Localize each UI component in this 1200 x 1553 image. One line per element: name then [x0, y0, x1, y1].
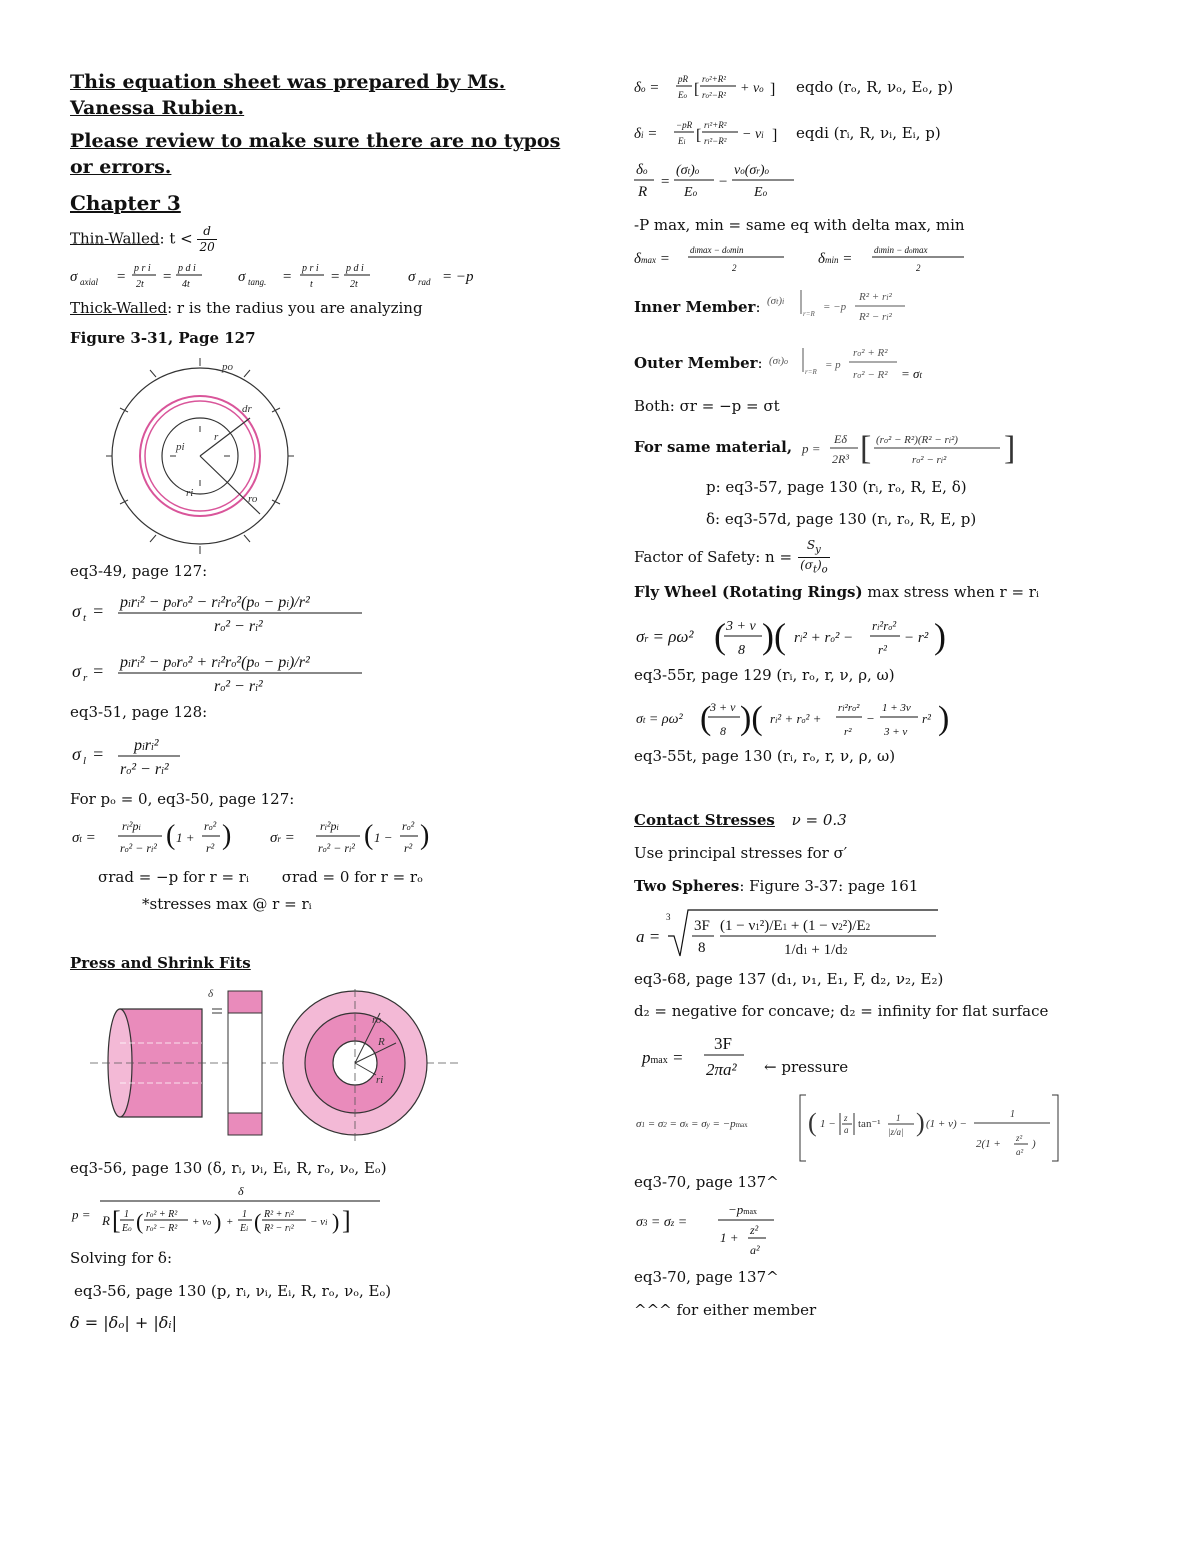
fit-label-ri: ri	[376, 1073, 384, 1086]
flywheel-title: Fly Wheel (Rotating Rings)	[634, 583, 863, 601]
right-column	[634, 70, 1134, 1319]
svg-text:=: =	[116, 268, 127, 285]
svg-text:− νi: − νi	[310, 1216, 328, 1229]
chapter-title: Chapter 3	[70, 190, 181, 215]
svg-text:= −p: = −p	[442, 268, 474, 285]
svg-text:σ: σ	[70, 268, 78, 285]
svg-text:ri² + ro² −: ri² + ro² −	[794, 629, 854, 646]
fig-label-pi: pi	[176, 441, 185, 454]
svg-text:1 +: 1 +	[720, 1229, 739, 1245]
svg-text:tan⁻¹: tan⁻¹	[858, 1118, 881, 1130]
svg-text:2πa²: 2πa²	[706, 1060, 737, 1079]
svg-text:): )	[916, 1108, 925, 1137]
inner-member-label: Inner Member	[634, 298, 756, 317]
intro-review: Please review to make sure there are no typos or errors.	[70, 130, 561, 178]
svg-text:=: =	[282, 268, 293, 285]
svg-text:ro² − R²: ro² − R²	[852, 368, 888, 381]
inner-member-line: Inner Member : (σt)i r=R = −p R² + ri² R² − ri²	[634, 283, 1134, 333]
fig-label-dr: dr	[242, 403, 252, 416]
svg-text:axial: axial	[80, 276, 98, 287]
svg-text:2: 2	[732, 262, 737, 273]
svg-text:pmax =: pmax =	[642, 1048, 684, 1067]
svg-text:)(: )(	[740, 699, 763, 737]
svg-text:ro² − ri²: ro² − ri²	[120, 841, 157, 856]
svg-text:3 + ν: 3 + ν	[726, 618, 756, 634]
svg-text:t: t	[83, 611, 87, 624]
fig-label-ro: ro	[248, 493, 258, 506]
fos-fraction: $\frac{S_y}{(\sigma_t)_o}$	[800, 537, 828, 575]
svg-text:8: 8	[738, 642, 745, 658]
svg-text:+ νo: + νo	[740, 81, 764, 96]
thin-walled-fraction	[197, 224, 216, 255]
svg-text:p =: p =	[72, 1207, 91, 1223]
svg-text:[: [	[112, 1206, 121, 1236]
svg-text:R: R	[102, 1213, 110, 1229]
eq3-70-ref-a: eq3-70, page 137^	[634, 1173, 779, 1191]
inner-member-equation	[765, 286, 935, 330]
svg-text:p r i: p r i	[302, 262, 319, 274]
svg-text:δo: δo	[636, 162, 648, 178]
svg-text:(σt)o: (σt)o	[676, 163, 700, 178]
srad-max: σrad = −p for r = rᵢ	[98, 868, 249, 887]
eq3-49-ref: eq3-49, page 127:	[70, 562, 208, 581]
svg-text:σ: σ	[72, 660, 81, 681]
pmax-line	[634, 1029, 1134, 1085]
svg-text:p d i: p d i	[346, 262, 364, 274]
svg-text:− r²: − r²	[904, 629, 929, 646]
svg-text:1 + 3ν: 1 + 3ν	[882, 701, 911, 714]
svg-text:(: (	[364, 820, 374, 852]
svg-text:σ: σ	[72, 600, 81, 621]
svg-text:t: t	[310, 278, 313, 290]
outer-member-label: Outer Member	[634, 354, 758, 373]
svg-text:a =: a =	[636, 926, 661, 946]
left-column	[70, 70, 570, 1333]
svg-text:R² + ri²: R² + ri²	[858, 290, 892, 303]
svg-text:r²: r²	[878, 641, 887, 657]
contact-stresses-title: Contact Stresses	[634, 811, 775, 830]
svg-text:pR: pR	[678, 74, 688, 84]
same-material-label: For same material,	[634, 438, 793, 457]
factor-of-safety-line	[634, 539, 1134, 575]
fig-label-r: r	[214, 431, 219, 444]
delta-o-line	[634, 70, 1134, 104]
svg-text:2t: 2t	[350, 278, 358, 290]
svg-text:p d i: p d i	[178, 262, 196, 274]
svg-text:(1 + ν) −: (1 + ν) −	[926, 1118, 967, 1130]
svg-text:1: 1	[124, 1209, 129, 1221]
svg-text:Ei: Ei	[678, 136, 686, 146]
svg-text:a: a	[844, 1125, 849, 1135]
svg-text:): )	[214, 1209, 222, 1235]
intro-author: This equation sheet was prepared by Ms. Vanessa Rubien.	[70, 71, 506, 119]
delta-i-line	[634, 116, 1134, 150]
svg-text:ri²ro²: ri²ro²	[838, 701, 860, 714]
svg-text:R² − ri²: R² − ri²	[264, 1223, 294, 1235]
svg-text:ro² − ri²: ro² − ri²	[120, 760, 169, 778]
svg-text:1/d1 + 1/d2: 1/d1 + 1/d2	[784, 941, 848, 958]
svg-text:ro² − ri²: ro² − ri²	[214, 617, 263, 635]
svg-text:+ νo: + νo	[192, 1216, 212, 1229]
thin-frac-num: d	[197, 224, 216, 240]
svg-text:σ: σ	[238, 268, 246, 285]
svg-text:[: [	[696, 127, 702, 144]
svg-text:= p: = p	[824, 358, 841, 371]
fit-label-R: R	[378, 1035, 385, 1048]
svg-text:ro²: ro²	[402, 819, 415, 834]
svg-text:(: (	[808, 1108, 817, 1137]
srad-line	[98, 868, 570, 887]
thick-walled-label: Thick-Walled	[70, 298, 168, 317]
thin-walled-line	[70, 224, 570, 255]
svg-text:Eo: Eo	[678, 90, 687, 100]
svg-text:r²: r²	[206, 841, 215, 856]
svg-text:(: (	[254, 1209, 262, 1235]
thin-walled-label: Thin-Walled	[70, 229, 160, 248]
svg-text:1: 1	[242, 1209, 247, 1221]
svg-text:δi =: δi =	[634, 126, 658, 142]
thick-walled-line	[70, 299, 570, 318]
svg-text:[: [	[860, 429, 872, 467]
longitudinal-stress-equation	[70, 726, 230, 786]
fit-label-delta: δ	[208, 987, 214, 1000]
svg-text:]: ]	[342, 1206, 351, 1236]
svg-text:−: −	[866, 710, 875, 726]
two-spheres-line	[634, 877, 1134, 896]
svg-text:Eo: Eo	[754, 185, 768, 200]
svg-text:|z/a|: |z/a|	[888, 1127, 904, 1137]
pmax-equation	[634, 1029, 764, 1085]
svg-text:=: =	[162, 268, 173, 285]
svg-text:): )	[938, 699, 950, 737]
svg-text:dimax − domin: dimax − domin	[690, 244, 744, 255]
flywheel-line	[634, 583, 1134, 602]
svg-text:r=R: r=R	[804, 367, 817, 376]
svg-text:r²: r²	[844, 725, 852, 738]
eq3-56-ref-a: eq3-56, page 130 (δ, rᵢ, νᵢ, Eᵢ, R, rₒ, νₒ, Eₒ)	[70, 1158, 387, 1177]
svg-text:8: 8	[698, 939, 706, 956]
svg-text:R² − ri²: R² − ri²	[858, 310, 892, 323]
contact-radius-equation	[634, 906, 954, 966]
contact-poisson: ν = 0.3	[791, 811, 847, 830]
p-eq-ref: p: eq3-57, page 130 (rᵢ, rₒ, R, E, δ)	[706, 477, 967, 496]
eq3-68-ref: eq3-68, page 137 (d₁, ν₁, E₁, F, d₂, ν₂, E₂)	[634, 969, 944, 988]
thin-wall-stress-equations	[70, 259, 510, 295]
svg-text:ri²−R²: ri²−R²	[704, 136, 727, 146]
svg-text:(σt)i: (σt)i	[766, 294, 784, 307]
svg-text:=: =	[660, 174, 671, 190]
svg-text:σ: σ	[408, 268, 416, 285]
svg-text:ro² + R²: ro² + R²	[852, 346, 888, 359]
svg-text:ri²ro²: ri²ro²	[872, 617, 897, 633]
po-zero-ref: For pₒ = 0, eq3-50, page 127:	[70, 789, 295, 808]
svg-text:=: =	[92, 743, 105, 764]
thin-frac-den: 20	[199, 239, 215, 254]
svg-text:p =: p =	[802, 440, 821, 456]
svg-text:): )	[934, 615, 946, 656]
svg-text:−pmax: −pmax	[728, 1201, 758, 1217]
pressure-label: ← pressure	[764, 1057, 849, 1076]
svg-text:piri²: piri²	[134, 736, 159, 754]
fit-label-ro: ro	[372, 1013, 382, 1026]
svg-text:]: ]	[1004, 429, 1016, 467]
svg-text:2R³: 2R³	[832, 451, 850, 466]
svg-text:(: (	[136, 1209, 144, 1235]
factor-of-safety-label: Factor of Safety: n =	[634, 547, 793, 566]
svg-text:(σt)o: (σt)o	[768, 354, 788, 367]
svg-text:Eo: Eo	[684, 185, 698, 200]
same-material-equation	[800, 423, 1030, 473]
svg-text:σt =: σt =	[72, 830, 96, 847]
svg-text:Ei: Ei	[240, 1223, 249, 1235]
svg-text:a²: a²	[1016, 1147, 1024, 1157]
svg-text:R: R	[638, 184, 648, 200]
both-members: Both: σr = −p = σt	[634, 396, 780, 415]
svg-text:piri² − poro² + ri²ro²(po − pi: piri² − poro² + ri²ro²(po − pi)/r²	[120, 653, 310, 671]
press-shrink-title: Press and Shrink Fits	[70, 953, 251, 972]
delta-i-equation	[634, 116, 796, 150]
contact-stresses-line	[634, 811, 1134, 830]
svg-text:(: (	[714, 615, 726, 656]
svg-text:ro²: ro²	[204, 819, 217, 834]
svg-text:2t: 2t	[136, 278, 144, 290]
po-zero-equations	[70, 810, 450, 866]
fig-label-ri: ri	[186, 487, 194, 500]
d2-note: d₂ = negative for concave; d₂ = infinity for flat surface	[634, 1002, 1049, 1021]
svg-text:(1 − ν1²)/E1 + (1 − ν2²)/E2: (1 − ν1²)/E1 + (1 − ν2²)/E2	[720, 917, 871, 934]
two-spheres-title: Two Spheres	[634, 876, 740, 895]
svg-text:+: +	[226, 1216, 234, 1229]
eqdo-label: eqdo (rₒ, R, νₒ, Eₒ, p)	[796, 77, 954, 96]
svg-text:1 +: 1 +	[176, 830, 195, 846]
flywheel-desc: max stress when r = rᵢ	[867, 583, 1039, 601]
delta-over-r-equation	[634, 156, 834, 204]
svg-text:δmax =: δmax =	[634, 250, 670, 267]
either-member-note: ^^^ for either member	[634, 1300, 817, 1319]
svg-text:p r i: p r i	[134, 262, 151, 274]
svg-text:l: l	[83, 754, 87, 767]
svg-text:σ: σ	[72, 743, 81, 764]
svg-text:− νi: − νi	[742, 127, 764, 142]
delta-eq-ref: δ: eq3-57d, page 130 (rᵢ, rₒ, R, E, p)	[706, 510, 977, 529]
svg-text:1: 1	[1010, 1109, 1015, 1120]
outer-member-equation	[767, 340, 947, 388]
svg-text:=: =	[92, 660, 105, 681]
svg-text:z: z	[844, 1113, 848, 1123]
svg-text:(ro² − R²)(R² − ri²): (ro² − R²)(R² − ri²)	[876, 433, 959, 446]
svg-text:σt = ρω²: σt = ρω²	[636, 711, 683, 727]
svg-text:): )	[222, 820, 232, 852]
eq3-55r-ref: eq3-55r, page 129 (rᵢ, rₒ, r, ν, ρ, ω)	[634, 665, 895, 684]
svg-text:): )	[420, 820, 430, 852]
delta-max-min-equations	[634, 243, 974, 279]
svg-text:dimin − domax: dimin − domax	[874, 244, 928, 255]
svg-text:]: ]	[770, 81, 776, 98]
svg-text:ro² + R²: ro² + R²	[146, 1209, 178, 1221]
svg-text:r²: r²	[404, 841, 413, 856]
svg-text:= σt: = σt	[900, 365, 922, 381]
eq3-55t-ref: eq3-55t, page 130 (rᵢ, rₒ, r, ν, ρ, ω)	[634, 746, 896, 765]
eq3-51-ref: eq3-51, page 128:	[70, 702, 208, 721]
svg-text:−: −	[718, 174, 729, 190]
svg-text:ro²−R²: ro²−R²	[702, 90, 726, 100]
srad-zero: σrad = 0 for r = rₒ	[281, 868, 423, 887]
interface-pressure-equation	[70, 1181, 390, 1241]
figure-3-31-ref: Figure 3-31, Page 127	[70, 329, 256, 348]
svg-text:σ3 = σz =: σ3 = σz =	[636, 1214, 688, 1230]
svg-text:tang.: tang.	[248, 276, 267, 287]
svg-text:3 + ν: 3 + ν	[884, 725, 908, 738]
svg-text:]: ]	[772, 127, 778, 144]
svg-text:rad: rad	[418, 276, 431, 287]
two-spheres-ref: : Figure 3-37: page 161	[739, 876, 919, 895]
svg-text:4t: 4t	[182, 278, 190, 290]
svg-text:Eδ: Eδ	[834, 431, 847, 446]
same-material-line	[634, 422, 1134, 474]
svg-text:ro² − R²: ro² − R²	[146, 1223, 178, 1235]
svg-text:1 −: 1 −	[374, 830, 393, 846]
stresses-max-note: *stresses max @ r = rᵢ	[142, 895, 312, 914]
svg-text:1: 1	[896, 1113, 901, 1123]
eq3-70-ref-b: eq3-70, page 137^	[634, 1267, 779, 1286]
svg-text:(: (	[700, 699, 712, 737]
svg-text:3F: 3F	[694, 917, 710, 934]
svg-text:): )	[332, 1209, 340, 1235]
svg-text:−pR: −pR	[676, 120, 693, 130]
svg-text:R² + ri²: R² + ri²	[264, 1209, 294, 1221]
thin-walled-cond: : t <	[159, 229, 193, 248]
svg-text:ri²pi: ri²pi	[122, 819, 141, 834]
sigma-z-equation	[634, 1196, 794, 1262]
svg-text:σr = ρω²: σr = ρω²	[636, 626, 694, 646]
svg-text:r: r	[83, 671, 88, 684]
svg-text:[: [	[694, 81, 700, 98]
svg-text:8: 8	[720, 723, 726, 738]
svg-text:3: 3	[666, 911, 671, 922]
svg-text:δo =: δo =	[634, 80, 660, 96]
svg-text:ro²+R²: ro²+R²	[702, 74, 726, 84]
svg-text:1 −: 1 −	[820, 1118, 836, 1130]
svg-text:2: 2	[916, 262, 921, 273]
sigma-x-y-equation	[634, 1089, 1064, 1165]
svg-text:piri² − poro² − ri²ro²(po − pi: piri² − poro² − ri²ro²(po − pi)/r²	[120, 593, 310, 611]
outer-member-line: Outer Member : (σt)o r=R = p ro² + R² ro² − R² = σt	[634, 337, 1134, 391]
flywheel-tangential-equation	[634, 691, 964, 743]
svg-text:r²: r²	[922, 710, 931, 726]
svg-text:δmin =: δmin =	[818, 250, 853, 267]
eqdi-label: eqdi (rᵢ, R, νᵢ, Eᵢ, p)	[796, 123, 941, 142]
svg-text:a²: a²	[750, 1242, 760, 1257]
thick-wall-stress-equations	[70, 585, 390, 701]
svg-text:z²: z²	[750, 1222, 759, 1237]
svg-text:ro² − ri²: ro² − ri²	[214, 677, 263, 695]
fig-label-po: po	[222, 361, 233, 374]
eq3-56-ref-b: eq3-56, page 130 (p, rᵢ, νᵢ, Eᵢ, R, rₒ, νₒ, Eₒ)	[74, 1282, 392, 1301]
svg-text:Eo: Eo	[122, 1223, 132, 1235]
svg-text:= −p: = −p	[822, 300, 846, 313]
svg-text:2(1 +: 2(1 +	[976, 1138, 1001, 1150]
svg-text:3 + ν: 3 + ν	[710, 699, 736, 714]
svg-text:δ: δ	[238, 1184, 244, 1199]
delta-o-equation	[634, 70, 796, 104]
svg-text:σr =: σr =	[270, 830, 295, 847]
thick-walled-desc: : r is the radius you are analyzing	[167, 298, 423, 317]
svg-text:=: =	[92, 600, 105, 621]
svg-text:): )	[1032, 1138, 1036, 1150]
svg-text:ri²pi: ri²pi	[320, 819, 339, 834]
solving-for-delta: Solving for δ:	[70, 1249, 173, 1268]
svg-text:)(: )(	[762, 615, 786, 656]
principal-stresses-note: Use principal stresses for σ′	[634, 844, 848, 862]
svg-text:ro² − ri²: ro² − ri²	[912, 453, 947, 466]
svg-text:(: (	[166, 820, 176, 852]
svg-text:ri² + ro² +: ri² + ro² +	[770, 710, 822, 726]
press-fit-figure	[90, 983, 470, 1147]
svg-text:νo(σr)o: νo(σr)o	[734, 163, 769, 178]
svg-text:r=R: r=R	[802, 309, 815, 318]
svg-text:ri²+R²: ri²+R²	[704, 120, 727, 130]
svg-text:=: =	[330, 268, 341, 285]
svg-text:ro² − ri²: ro² − ri²	[318, 841, 355, 856]
svg-text:z²: z²	[1016, 1133, 1023, 1143]
flywheel-radial-equation	[634, 610, 954, 662]
thick-cylinder-figure	[90, 356, 330, 556]
svg-text:3F: 3F	[714, 1034, 732, 1053]
pmax-note: -P max, min = same eq with delta max, min	[634, 216, 965, 234]
svg-text:σ1 = σ2 = σx = σy = −pmax: σ1 = σ2 = σx = σy = −pmax	[636, 1118, 748, 1130]
delta-sum: δ = |δₒ| + |δᵢ|	[70, 1312, 177, 1332]
